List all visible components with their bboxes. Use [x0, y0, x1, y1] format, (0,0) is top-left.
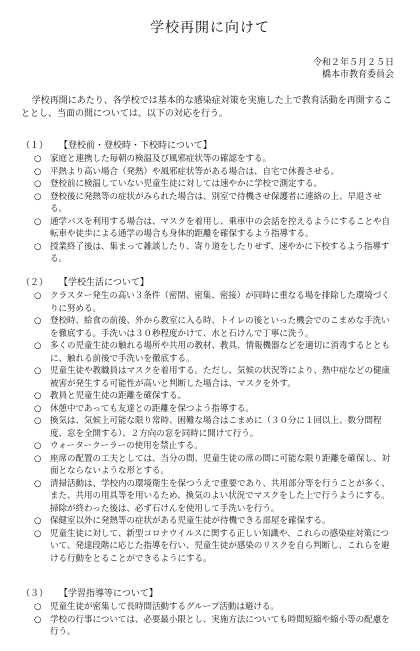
list-item: ○ 座席の配置の工夫としては、当分の間、児童生徒の席の間に可能な限り距離を確保し、対面とならないような形とする。	[34, 453, 391, 476]
list-item: ○ 登校時、給食の前後、外から教室に入る時、トイレの後といった機会でのこまめな手洗いを徹底する。手洗いは３０秒程度かけて、水と石けんで丁寧に洗う。	[34, 316, 390, 339]
list-item: ○ 平熱より高い場合（発熱）や風邪症状等がある場合は、自宅で休養させる。	[34, 166, 340, 177]
date-and-issuer	[313, 57, 394, 81]
bullet-circle: ○	[34, 316, 42, 326]
list-item: ○ 家庭と連携した毎朝の検温及び風邪症状等の確認をする。	[34, 154, 272, 164]
list-item: ○ 授業終了後は、集まって雑談したり、寄り道をしたりせず、速やかに下校するよう指導する。	[34, 241, 390, 264]
section-title: 【登校前・登校時・下校時について】	[59, 141, 212, 151]
bullet-circle: ○	[34, 441, 42, 451]
section-2-heading	[21, 277, 149, 289]
bullet-circle: ○	[34, 166, 42, 177]
bullet-circle: ○	[34, 216, 42, 227]
section-title: 【学校生活について】	[59, 278, 149, 288]
bullet-circle: ○	[34, 179, 42, 189]
list-item: ○ 通学バスを利用する場合は、マスクを着用し、乗車中の会話を控えるようにすることや自転車や徒歩による通学の場合も身体的距離を確保するよう指導する。	[34, 216, 391, 239]
section-title: 【学習指導等について】	[59, 589, 158, 599]
section-3-list	[34, 601, 396, 639]
list-item: ○ 児童生徒や教職員はマスクを着用する。ただし、気候の状況等により、熱中症などの健康被害が発生する可能性が高いと判断した場合は、マスクを外す。	[34, 366, 391, 389]
page-title: 学校再開に向けて	[150, 20, 270, 36]
bullet-circle: ○	[34, 366, 42, 376]
issuer: 橋本市教育委員会	[321, 70, 394, 80]
intro-paragraph: 学校再開にあたり、各学校では基本的な感染症対策を実施した上で教育活動を再開することとし、当面の間については、以下の対応を行う。	[21, 96, 392, 119]
list-item: ○ ウォータークーラーの使用を禁止する。	[34, 441, 203, 451]
bullet-circle: ○	[34, 602, 42, 612]
bullet-circle: ○	[34, 403, 42, 414]
list-item: ○ 登校前に検温していない児童生徒に対しては速やかに学校で測定する。	[34, 179, 323, 189]
section-number: （１）	[21, 141, 49, 151]
bullet-circle: ○	[34, 614, 42, 625]
section-1-heading	[21, 140, 212, 152]
bullet-circle: ○	[34, 291, 42, 301]
bullet-circle: ○	[34, 453, 42, 464]
list-item: ○ 換気は、気候上可能な限り常時、困難な場合はこまめに（３０分に１回以上、数分間程度、窓を全開する）、２方向の窓を同時に開けて行う。	[34, 416, 382, 439]
bullet-circle: ○	[34, 516, 42, 526]
section-number: （２）	[21, 278, 49, 288]
list-item: ○ 清掃活動は、学校内の環境衛生を保つうえで重要であり、共用部分等を行うことが多く、また、共用の用具等を用いるため、換気のよい状況でマスクをした上で行うようにする。掃除が終わった後は、必ず石けんを使用して手洗いを行う。	[34, 478, 390, 514]
list-item: ○ 学校の行事については、必要最小限とし、実施方法についても時間短縮や縮小等の配慮を行う。	[34, 614, 390, 637]
list-item: ○ 保健室以外に発熱等の症状がある児童生徒が待機できる部屋を確保する。	[34, 516, 331, 526]
bullet-circle: ○	[34, 241, 42, 252]
list-item: ○ 休憩中であっても友達との距離を保つよう指導する。	[34, 403, 254, 414]
bullet-circle: ○	[34, 391, 42, 401]
bullet-circle: ○	[34, 191, 42, 202]
list-item: ○ クラスター発生の高い３条件（密閉、密集、密接）が同時に重なる場を排除した環境づくりに努める。	[34, 291, 390, 314]
list-item: ○ 多くの児童生徒の触れる場所や共用の教材、教具、情報機器などを適切に消毒するとともに、触れる前後で手洗いを徹底する。	[34, 341, 391, 364]
list-item: ○ 児童生徒が密集して長時間活動するグループ活動は避ける。	[34, 602, 279, 612]
bullet-circle: ○	[34, 154, 42, 164]
issue-date: 令和２年５月２５日	[312, 58, 394, 68]
list-item: ○ 児童生徒に対して、新型コロナウイルスに関する正しい知識や、これらの感染症対策について、発達段階に応じた指導を行い、児童生徒が感染のリスクを自ら判断し、これらを避ける行動をとることができるようにする。	[34, 528, 390, 564]
bullet-circle: ○	[34, 528, 42, 539]
section-3-heading	[21, 588, 158, 600]
list-item: ○ 教員と児童生徒の距離を確保する。	[34, 391, 187, 401]
section-2-list	[34, 290, 396, 565]
section-1-list	[34, 153, 396, 266]
list-item: ○ 登校後に発熱等の症状がみられた場合は、別室で待機させ保護者に連絡の上、早退させる。	[34, 191, 382, 214]
bullet-circle: ○	[34, 341, 42, 351]
section-number: （３）	[21, 589, 49, 599]
bullet-circle: ○	[34, 478, 42, 489]
bullet-circle: ○	[34, 416, 42, 426]
